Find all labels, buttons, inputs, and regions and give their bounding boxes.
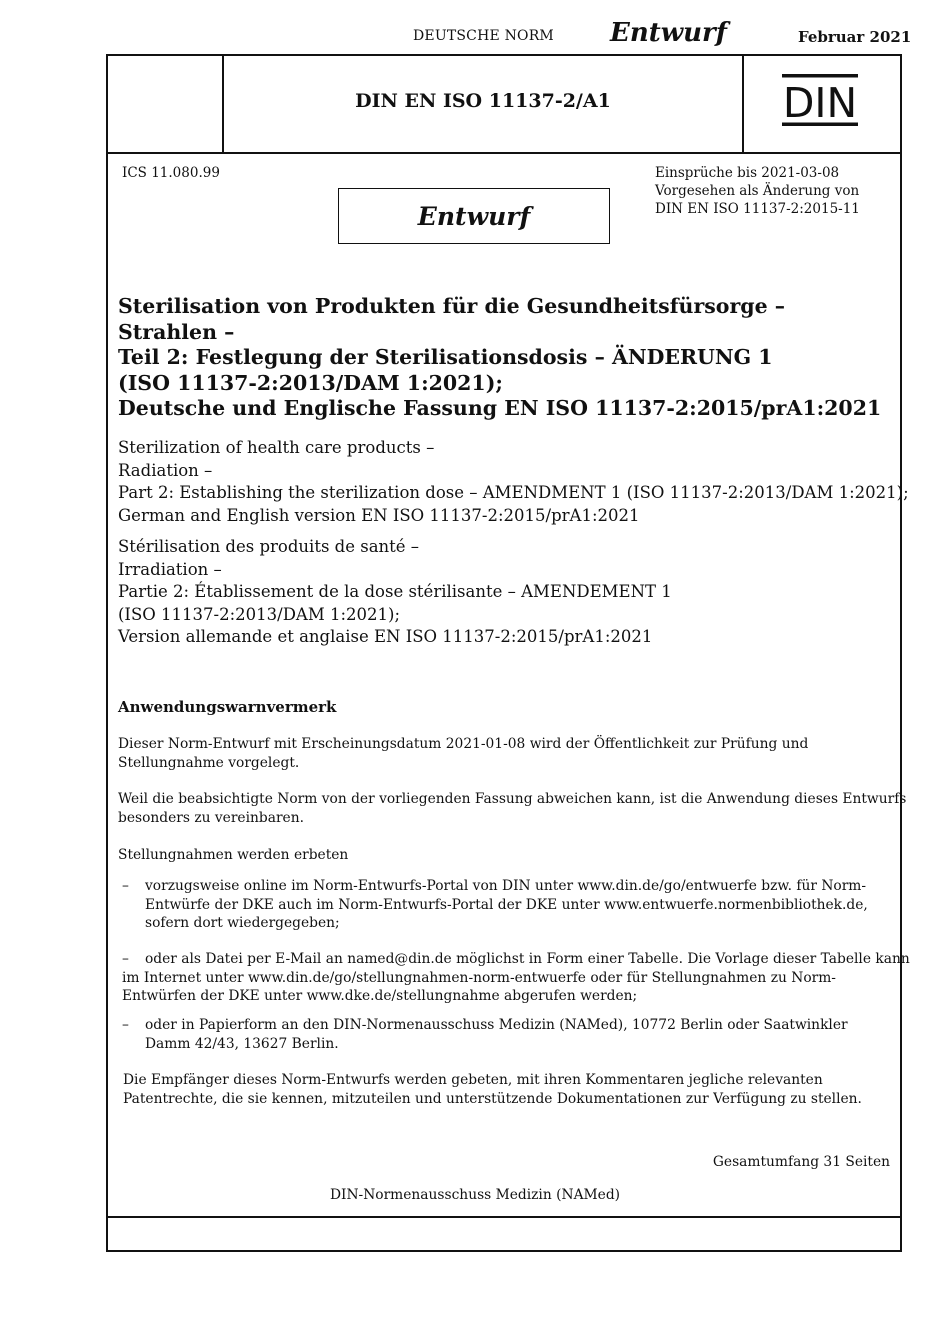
- din-logo: [782, 74, 858, 126]
- bullet-dash: –: [122, 878, 129, 894]
- footer-divider: [108, 1216, 900, 1218]
- amendment-note: Vorgesehen als Änderung von: [655, 183, 860, 199]
- draft-stamp-box: [338, 188, 610, 244]
- title-line: Teil 2: Festlegung der Sterilisationsdosis – ÄNDERUNG 1: [118, 345, 773, 369]
- title-line: Part 2: Establishing the sterilization dose – AMENDMENT 1 (ISO 11137-2:2013/DAM 1:2021);: [118, 483, 909, 502]
- text-line: Entwürfen der DKE unter www.dke.de/stellungnahme abgerufen werden;: [122, 988, 638, 1004]
- title-line: Strahlen –: [118, 319, 235, 344]
- text-line: sofern dort wiedergegeben;: [145, 915, 340, 931]
- title-english: [118, 437, 909, 527]
- din-logo-text: DIN: [782, 79, 858, 126]
- text-line: Die Empfänger dieses Norm-Entwurfs werden gebeten, mit ihren Kommentaren jegliche relevanten: [123, 1072, 823, 1088]
- title-line: Sterilization of health care products –: [118, 438, 435, 457]
- bullet-dash: –: [122, 1017, 129, 1033]
- title-line: Partie 2: Établissement de la dose stérilisante – AMENDEMENT 1: [118, 582, 672, 601]
- text-line: Entwürfe der DKE auch im Norm-Entwurfs-Portal der DKE unter www.entwuerfe.normenbibliothek.de,: [145, 896, 868, 913]
- title-line: (ISO 11137-2:2013/DAM 1:2021);: [118, 370, 503, 395]
- title-line: Sterilisation von Produkten für die Gesundheitsfürsorge –: [118, 294, 786, 318]
- text-line: oder in Papierform an den DIN-Normenausschuss Medizin (NAMed), 10772 Berlin oder Saatwinkler: [145, 1017, 848, 1033]
- text-line: vorzugsweise online im Norm-Entwurfs-Portal von DIN unter www.din.de/go/entwuerfe bzw. für Norm-: [145, 878, 867, 894]
- patent-notice: [123, 1071, 897, 1108]
- draft-label: Entwurf: [610, 18, 727, 48]
- text-line: oder als Datei per E-Mail an named@din.de möglichst in Form einer Tabelle. Die Vorlage dieser Tabelle kann: [145, 951, 910, 967]
- header-divider-right: [742, 56, 744, 152]
- list-item: [122, 877, 892, 933]
- objection-deadline: Einsprüche bis 2021-03-08: [655, 165, 840, 181]
- text-line: Damm 42/43, 13627 Berlin.: [145, 1035, 339, 1052]
- title-line: Stérilisation des produits de santé –: [118, 537, 420, 556]
- header-box: [106, 54, 902, 154]
- list-item: [122, 1016, 892, 1056]
- title-line: Deutsche und Englische Fassung EN ISO 11137-2:2015/prA1:2021: [118, 396, 882, 420]
- text-line: Weil die beabsichtigte Norm von der vorliegenden Fassung abweichen kann, ist die Anwendung dieses Entwurfs: [118, 791, 907, 807]
- document-number: DIN EN ISO 11137-2/A1: [355, 90, 611, 112]
- ics-code: ICS 11.080.99: [122, 165, 220, 181]
- warning-paragraph: [118, 735, 892, 772]
- committee-name: DIN-Normenausschuss Medizin (NAMed): [329, 1187, 621, 1203]
- text-line: Dieser Norm-Entwurf mit Erscheinungsdatum 2021-01-08 wird der Öffentlichkeit zur Prüfung und: [118, 736, 809, 752]
- text-line: Patentrechte, die sie kennen, mitzuteilen und unterstützende Dokumentationen zur Verfügung zu stellen.: [123, 1090, 862, 1107]
- text-line: im Internet unter www.din.de/go/stellungnahmen-norm-entwuerfe oder für Stellungnahmen zu Norm-: [122, 969, 836, 986]
- title-line: Radiation –: [118, 460, 213, 480]
- title-line: Irradiation –: [118, 559, 222, 579]
- title-line: Version allemande et anglaise EN ISO 11137-2:2015/prA1:2021: [118, 627, 653, 646]
- bullet-dash: –: [122, 951, 129, 967]
- total-pages: Gesamtumfang 31 Seiten: [712, 1154, 890, 1170]
- amended-standard: DIN EN ISO 11137-2:2015-11: [655, 201, 860, 217]
- list-item: [122, 950, 910, 1006]
- text-line: Stellungnahme vorgelegt.: [118, 754, 300, 771]
- publication-date: Februar 2021: [798, 28, 912, 46]
- title-line: German and English version EN ISO 11137-2:2015/prA1:2021: [118, 505, 640, 525]
- draft-stamp-text: Entwurf: [417, 201, 531, 231]
- document-type-label: DEUTSCHE NORM: [413, 28, 554, 44]
- objection-info: [655, 164, 860, 218]
- warning-heading: Anwendungswarnvermerk: [118, 698, 337, 716]
- title-line: (ISO 11137-2:2013/DAM 1:2021);: [118, 604, 401, 624]
- text-line: besonders zu vereinbaren.: [118, 809, 304, 826]
- title-french: [118, 536, 898, 649]
- title-german: [118, 294, 898, 422]
- comments-requested: Stellungnahmen werden erbeten: [118, 847, 349, 863]
- warning-paragraph: [118, 790, 907, 827]
